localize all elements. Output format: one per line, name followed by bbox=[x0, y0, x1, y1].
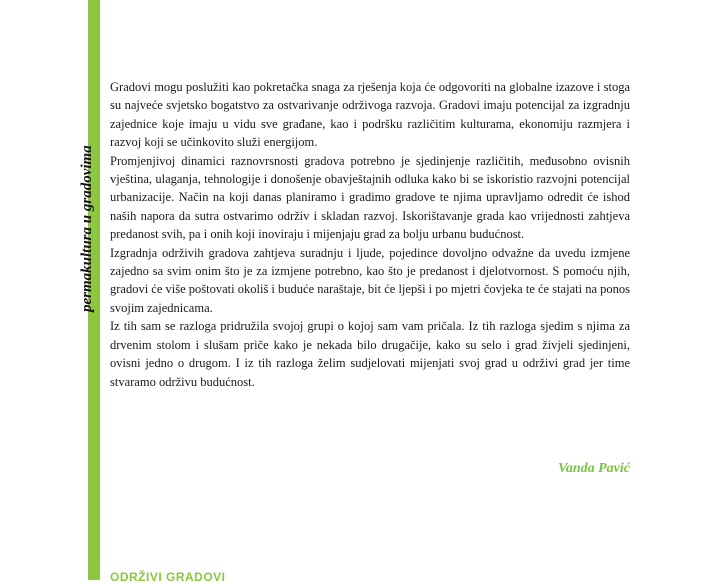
paragraph: Promjenjivoj dinamici raznovrsnosti gradova potrebno je sjedinjenje različitih, međusobno ovisnih vještina, ulaganja, tehnologije i donošenje obavještajnih odluka kako bi se iskoristio razvojni potencijal urbanizacije. Način na koji danas planiramo i gradimo gradove te njima upravljamo odredit će ishod naših napora da sutra ostvarimo održiv i skladan razvoj. Iskorištavanje grada kao vrijednosti zahtjeva predanost svih, pa i onih koji inoviraju i mijenjaju grad za bolju urbanu budućnost. bbox=[110, 153, 630, 242]
article-body bbox=[110, 78, 630, 391]
paragraph: Izgradnja održivih gradova zahtjeva suradnju i ljude, pojedince dovoljno odvažne da uvedu izmjene zajedno sa svim onim što je za izmjene potrebno, kao što je predanost i djelotvornost. S pomoću njih, gradovi će više poštovati okoliš i buduće naraštaje, bit će ljepši i po mjetri čovjeka te će stajati na ponos svojim zajednicama. bbox=[110, 245, 630, 315]
author-signature: Vanda Pavić bbox=[558, 461, 630, 476]
paragraph: Gradovi mogu poslužiti kao pokretačka snaga za rješenja koja će odgovoriti na globalne izazove i stoga su najveće svjetsko bogatstvo za ostvarivanje održivoga razvoja. Gradovi imaju potencijal za izgradnju zajednice koje imaju u vidu sve građane, kao i podršku različitim kulturama, ekonomiju razmjera i razvoj koji se učinkovito služi energijom. bbox=[110, 80, 630, 150]
paragraph: Iz tih sam se razloga pridružila svojoj grupi o kojoj sam vam pričala. Iz tih razloga sjedim s njima za drvenim stolom i slušam priče kako je nekada bilo drugačije, kako su selo i grad živjeli sjedinjeni, ovisni jedno o drugom. I iz tih razloga želim sudjelovati mijenjati svoj grad u održivi grad jer time stvaramo održivu budućnost. bbox=[110, 319, 630, 389]
footer-label: ODRŽIVI GRADOVI bbox=[110, 570, 226, 584]
side-title: permakultura u gradovima bbox=[79, 145, 95, 312]
